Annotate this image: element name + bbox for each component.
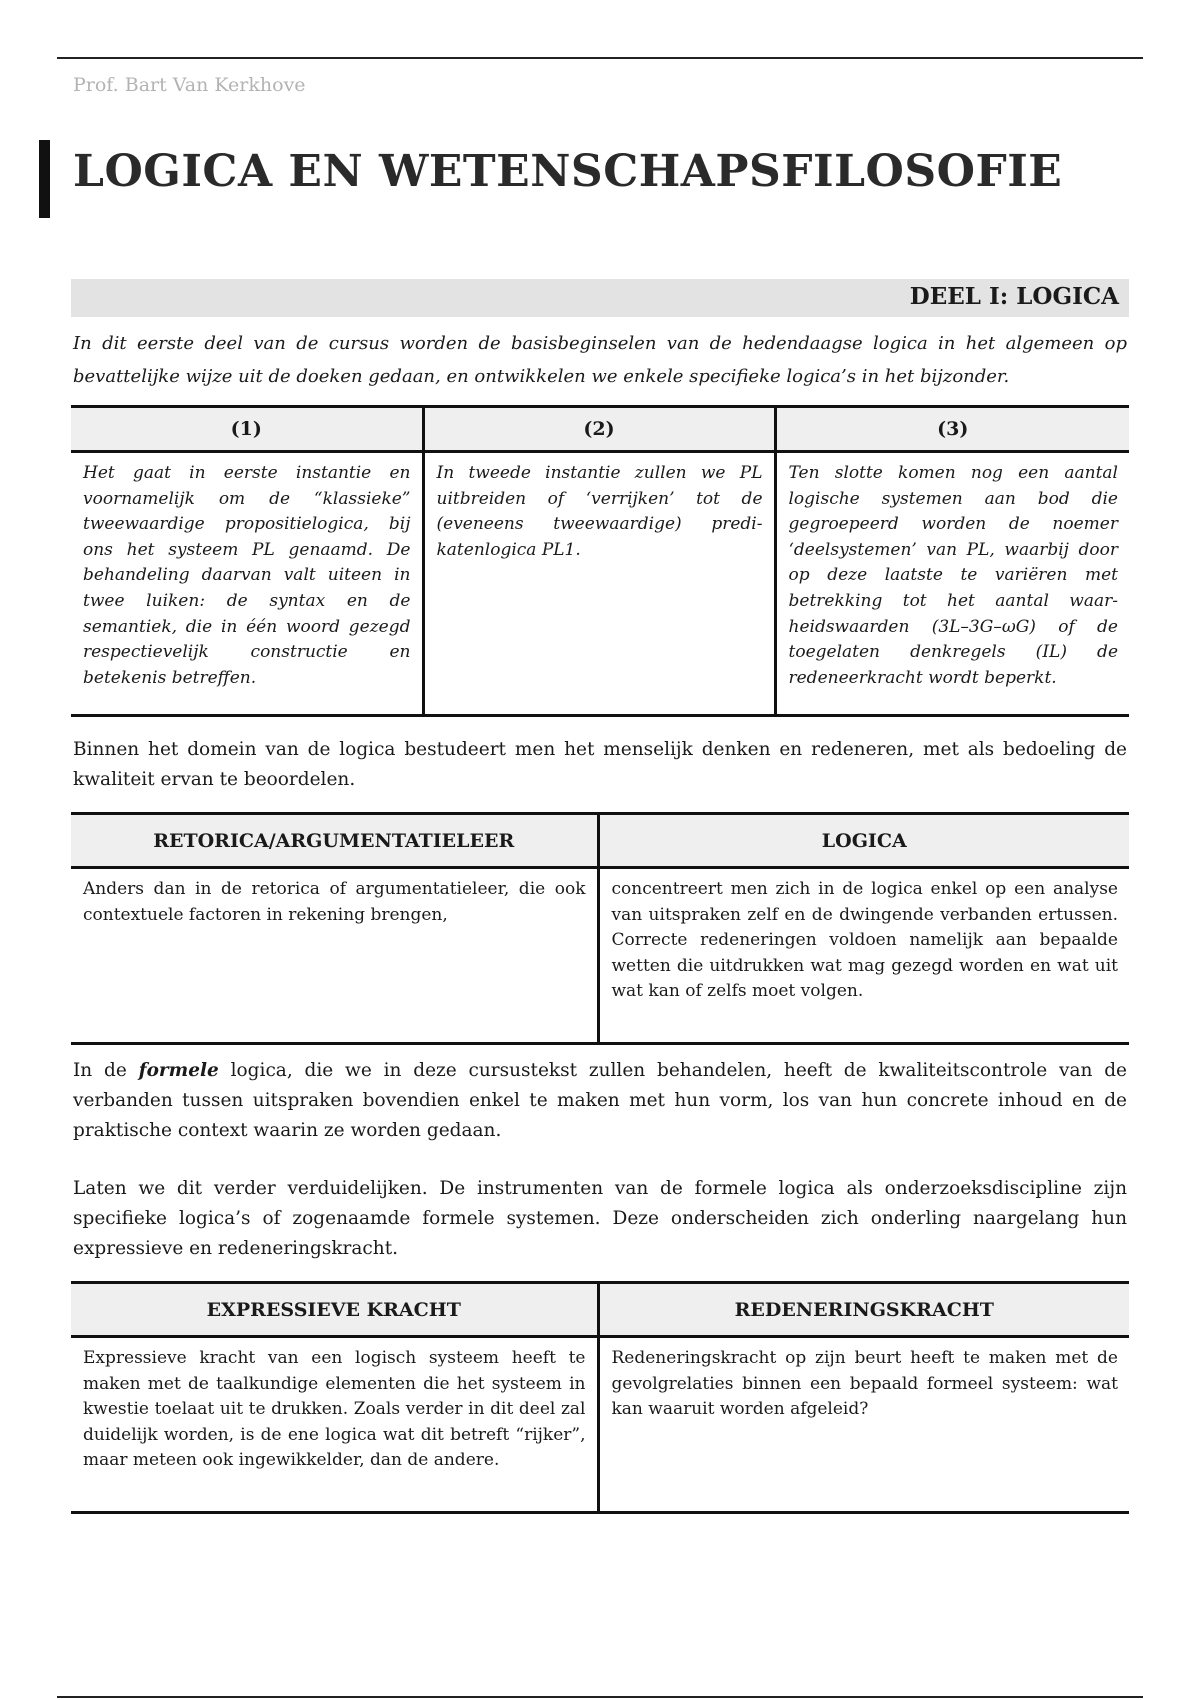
- document-title: LOGICA EN WETENSCHAPSFILOSOFIE: [73, 146, 1063, 197]
- table-header-cell: EXPRESSIEVE KRACHT: [71, 1283, 598, 1337]
- overview-table: [71, 405, 1129, 717]
- table-row: [71, 452, 1129, 716]
- table-cell: Het gaat in eerste instantie en voornamelijk om de “klassieke” tweewaardige propositielogica, bij ons het systeem PL genaamd. De behandeling daarvan valt uiteen in twee luiken: de syntax en de semantiek, die in één woord gezegd respectievelijk constructie en betekenis betreffen.: [71, 452, 423, 716]
- table-header-cell: (1): [71, 407, 423, 452]
- table-cell: Anders dan in de retorica of argumentatieleer, die ook contextuele factoren in rekening brengen,: [71, 868, 598, 1044]
- paragraph-logic-domain: Binnen het domein van de logica bestudeert men het menselijk denken en redeneren, met als bedoeling de kwaliteit ervan te beoordelen.: [73, 739, 1127, 790]
- table-cell: In tweede instantie zullen we PL uitbreiden of ‘verrijken’ tot de (eveneens tweewaardige) predikatenlogica PL1.: [423, 452, 775, 716]
- comparison-table-strength: [71, 1281, 1129, 1514]
- emphasis-formele: formele: [138, 1060, 219, 1081]
- part-heading-band: [71, 279, 1129, 317]
- table-header-cell: REDENERINGSKRACHT: [598, 1283, 1129, 1337]
- comparison-table-rhetoric: [71, 812, 1129, 1045]
- part-title: DEEL I: LOGICA: [909, 283, 1119, 310]
- table-cell: Ten slotte komen nog een aantal logische systemen aan bod die gegroepeerd worden de noemer ‘deelsystemen’ van PL, waarbij door op deze laatste te variëren met betrekking tot het aantal waarheidswaarden (3L–3G–ωG) of de toegelaten denkregels (IL) de redeneerkracht wordt beperkt.: [775, 452, 1129, 716]
- paragraph-formal-logic: [73, 1056, 1127, 1146]
- bottom-rule: [57, 1696, 1143, 1698]
- table-header-cell: LOGICA: [598, 814, 1129, 868]
- table-cell: Redeneringskracht op zijn beurt heeft te maken met de gevolgrelaties binnen een bepaald formeel systeem: wat kan waaruit worden afgeleid?: [598, 1337, 1129, 1513]
- table-header-cell: RETORICA/ARGUMENTATIELEER: [71, 814, 598, 868]
- part-intro: In dit eerste deel van de cursus worden de basisbeginselen van de hedendaagse logica in het algemeen op bevattelijke wijze uit de doeken gedaan, en ontwikkelen we enkele specifieke logica’s in het bijzonder.: [73, 333, 1127, 387]
- author-name: Prof. Bart Van Kerkhove: [73, 74, 306, 96]
- table-header-cell: (3): [775, 407, 1129, 452]
- text-run: logica, die we in deze cursustekst zullen behandelen, heeft de kwaliteitscontrole van de verbanden tussen uitspraken bovendien enkel te maken met hun vorm, los van hun concrete inhoud en de praktische context waarin ze worden gedaan.: [73, 1060, 1128, 1141]
- table-cell: concentreert men zich in de logica enkel op een analyse van uitspraken zelf en de dwingende verbanden ertussen. Correcte redeneringen voldoen namelijk aan bepaalde wetten die uitdrukken wat mag gezegd worden en wat uit wat kan of zelfs moet volgen.: [598, 868, 1129, 1044]
- paragraph-formal-systems: Laten we dit verder verduidelijken. De instrumenten van de formele logica als onderzoeksdiscipline zijn specifieke logica’s of zogenaamde formele systemen. Deze onderscheiden zich onderling naargelang hun expressieve en redeneringskracht.: [73, 1178, 1127, 1259]
- top-rule: [57, 57, 1143, 59]
- table-row: [71, 1337, 1129, 1513]
- table-row: [71, 868, 1129, 1044]
- table-header-cell: (2): [423, 407, 775, 452]
- text-run: In de: [73, 1060, 139, 1081]
- table-cell: Expressieve kracht van een logisch systeem heeft te maken met de taalkundige elementen die het systeem in kwestie toelaat uit te drukken. Zoals verder in dit deel zal duidelijk worden, is de ene logica wat dit betreft “rijker”, maar meteen ook ingewikkelder, dan de andere.: [71, 1337, 598, 1513]
- table-header-row: [71, 814, 1129, 868]
- table-header-row: [71, 407, 1129, 452]
- title-accent-bar: [39, 140, 50, 218]
- table-header-row: [71, 1283, 1129, 1337]
